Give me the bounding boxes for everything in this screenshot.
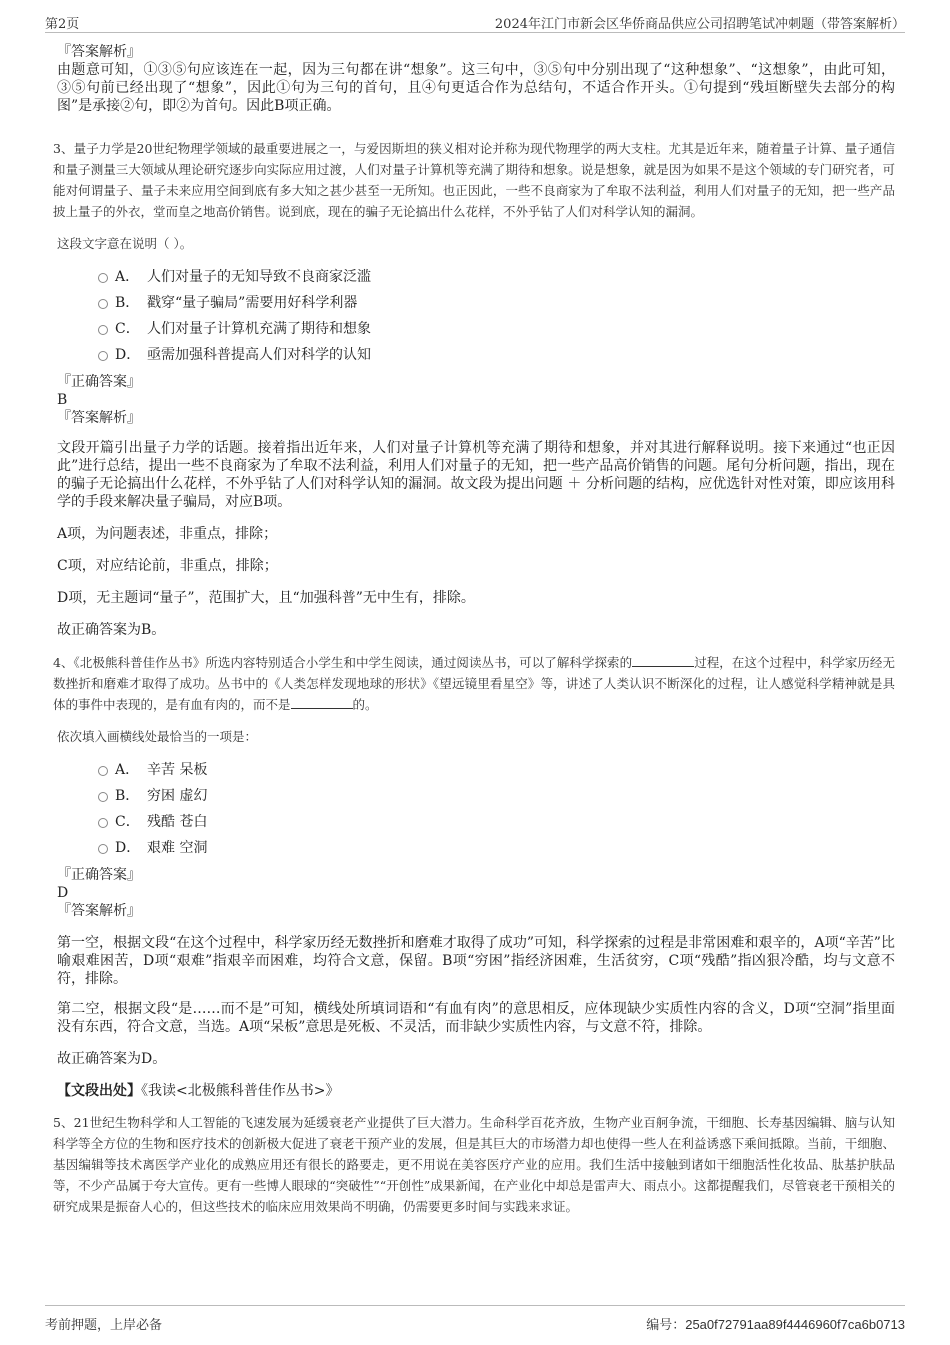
q3-analysis-para: 文段开篇引出量子力学的话题。接着指出近年来，人们对量子计算机等充满了期待和想象，并对其进行解释说明。接下来通过“也正因此”进行总结，提出一些不良商家为了牟取不法利益，利用人们对量子的无知，把一些产品高价销售的问题。尾句分析问题，指出，现在的骗子无论搞出什么花样，不外乎钻了人们对科学认知的漏洞。故文段为提出问题 ＋ 分析问题的结构，应优选针对性对策，即应该用科学的手段来解决量子骗局，对应B项。 [57,440,895,510]
fill-blank [291,696,353,709]
q4-source [57,1082,895,1100]
footer-slogan: 考前押题，上岸必备 [45,1318,163,1333]
radio-button[interactable] [98,351,108,361]
q4-analysis-label: 『答案解析』 [57,903,141,919]
q4-option-b[interactable]: B． 穷困 虚幻 [57,783,895,809]
radio-button[interactable] [98,325,108,335]
q4-prompt: 依次填入画横线处最恰当的一项是： [57,729,258,744]
q2-analysis-label: 『答案解析』 [57,44,141,60]
radio-button[interactable] [98,818,108,828]
q3-answer-label: 『正确答案』 [57,374,141,390]
q4-analysis-para: 第一空，根据文段“在这个过程中，科学家历经无数挫折和磨难才取得了成功”可知，科学探索的过程是非常困难和艰辛的，A项“辛苦”比喻艰难困苦，D项“艰难”指艰辛而困难，均符合文意，保留。B项“穷困”指经济困难，生活贫穷，C项“残酷”指凶狠冷酷，均与文意不符，排除。 [57,935,895,987]
page-number: 第2页 [45,17,80,32]
q4-option-a[interactable]: A． 辛苦 呆板 [57,757,895,783]
source-label: 【文段出处】 [57,1083,141,1099]
q3-prompt: 这段文字意在说明（ ）。 [57,236,193,251]
q3-option-b[interactable]: B． 戳穿“量子骗局”需要用好科学利器 [57,290,895,316]
q3-analysis-para: C项，对应结论前，非重点，排除； [57,558,278,574]
q3-option-d[interactable]: D． 亟需加强科普提高人们对科学的认知 [57,342,895,368]
q3-analysis-para: D项，无主题词“量子”，范围扩大，且“加强科普”无中生有，排除。 [57,590,475,606]
q3-answer: B [57,392,68,408]
radio-button[interactable] [98,766,108,776]
radio-button[interactable] [98,299,108,309]
q3-analysis-para: A项，为问题表述，非重点，排除； [57,526,278,542]
q2-analysis-text: 由题意可知，①③⑤句应该连在一起，因为三句都在讲“想象”。这三句中，③⑤句中分别出现了“这种想象”、“这想象”，由此可知，③⑤句前已经出现了“想象”，因此①句为三句的首句，且④句更适合作为总结句，不适合作开头。①句提到“残垣断壁失去部分的构图”是承接②句，即②为首句。因此B项正确。 [57,62,895,114]
radio-button[interactable] [98,792,108,802]
q5-question: 5、21世纪生物科学和人工智能的飞速发展为延缓衰老产业提供了巨大潜力。生命科学百花齐放，生物产业百舸争流，干细胞、长寿基因编辑、脑与认知科学等全方位的生物和医疗技术的创新极大促进了衰老干预产业的发展，但是其巨大的市场潜力却也使得一些人在利益诱惑下乘间抵隙。当前，干细胞、基因编辑等技术离医学产业化的成熟应用还有很长的路要走，更不用说在美容医疗产业的应用。我们生活中接触到诸如干细胞活性化妆品、肽基护肤品等，不少产品属于夸大宣传。更有一些博人眼球的“突破性”“开创性”成果新闻，在产业化中却总是雷声大、雨点小。这都提醒我们，尽管衰老干预相关的研究成果是振奋人心的，但这些技术的临床应用效果尚不明确，仍需要更多时间与实践来求证。 [53,1115,895,1214]
fill-blank [632,654,694,667]
document-code: 编号：25a0f72791aa89f4446960f7ca6b0713 [646,1317,905,1333]
q4-analysis-para: 故正确答案为D。 [57,1051,167,1067]
document-title: 2024年江门市新会区华侨商品供应公司招聘笔试冲刺题（带答案解析） [494,17,905,32]
q3-option-c[interactable]: C． 人们对量子计算机充满了期待和想象 [57,316,895,342]
q3-analysis-para: 故正确答案为B。 [57,622,166,638]
source-text: 《我读<北极熊科普佳作丛书>》 [141,1083,340,1099]
q4-option-c[interactable]: C． 残酷 苍白 [57,809,895,835]
page-header [45,10,905,33]
q3-question: 3、量子力学是20世纪物理学领域的最重要进展之一，与爱因斯坦的狭义相对论并称为现代物理学的两大支柱。尤其是近年来，随着量子计算、量子通信和量子测量三大领域从理论研究逐步向实际应用过渡，人们对量子计算机等充满了期待和想象。说是想象，就是因为如果不是这个领域的专门研究者，可能对何谓量子、量子未来应用空间到底有多大知之甚少甚至一无所知。也正因此，一些不良商家为了牟取不法利益，利用人们对量子的无知，把一些产品披上量子的外衣，堂而皇之地高价销售。说到底，现在的骗子无论搞出什么花样，不外乎钻了人们对科学认知的漏洞。 [53,141,895,219]
q3-options [57,264,895,368]
q3-option-a[interactable]: A． 人们对量子的无知导致不良商家泛滥 [57,264,895,290]
radio-button[interactable] [98,273,108,283]
q4-option-d[interactable]: D． 艰难 空洞 [57,835,895,861]
q4-answer-label: 『正确答案』 [57,867,141,883]
q3-analysis-label: 『答案解析』 [57,410,141,426]
page-footer [45,1305,905,1336]
page-content [53,43,895,1217]
q4-question: 4、《北极熊科普佳作丛书》所选内容特别适合小学生和中学生阅读，通过阅读丛书，可以了解科学探索的 过程，在这个过程中，科学家历经无数挫折和磨难才取得了成功。丛书中的《人类怎样发现地球的形状》《望远镜里看星空》等，讲述了人类认识不断深化的过程，让人感觉科学精神就是具体的事件中表现的，是有血有肉的，而不是 的。 [53,655,895,712]
q4-options [57,757,895,861]
radio-button[interactable] [98,844,108,854]
q4-answer: D [57,885,69,901]
q4-analysis-para: 第二空，根据文段“是……而不是”可知，横线处所填词语和“有血有肉”的意思相反，应体现缺少实质性内容的含义，D项“空洞”指里面没有东西，符合文意，当选。A项“呆板”意思是死板、不灵活，而非缺少实质性内容，与文意不符，排除。 [57,1001,895,1035]
